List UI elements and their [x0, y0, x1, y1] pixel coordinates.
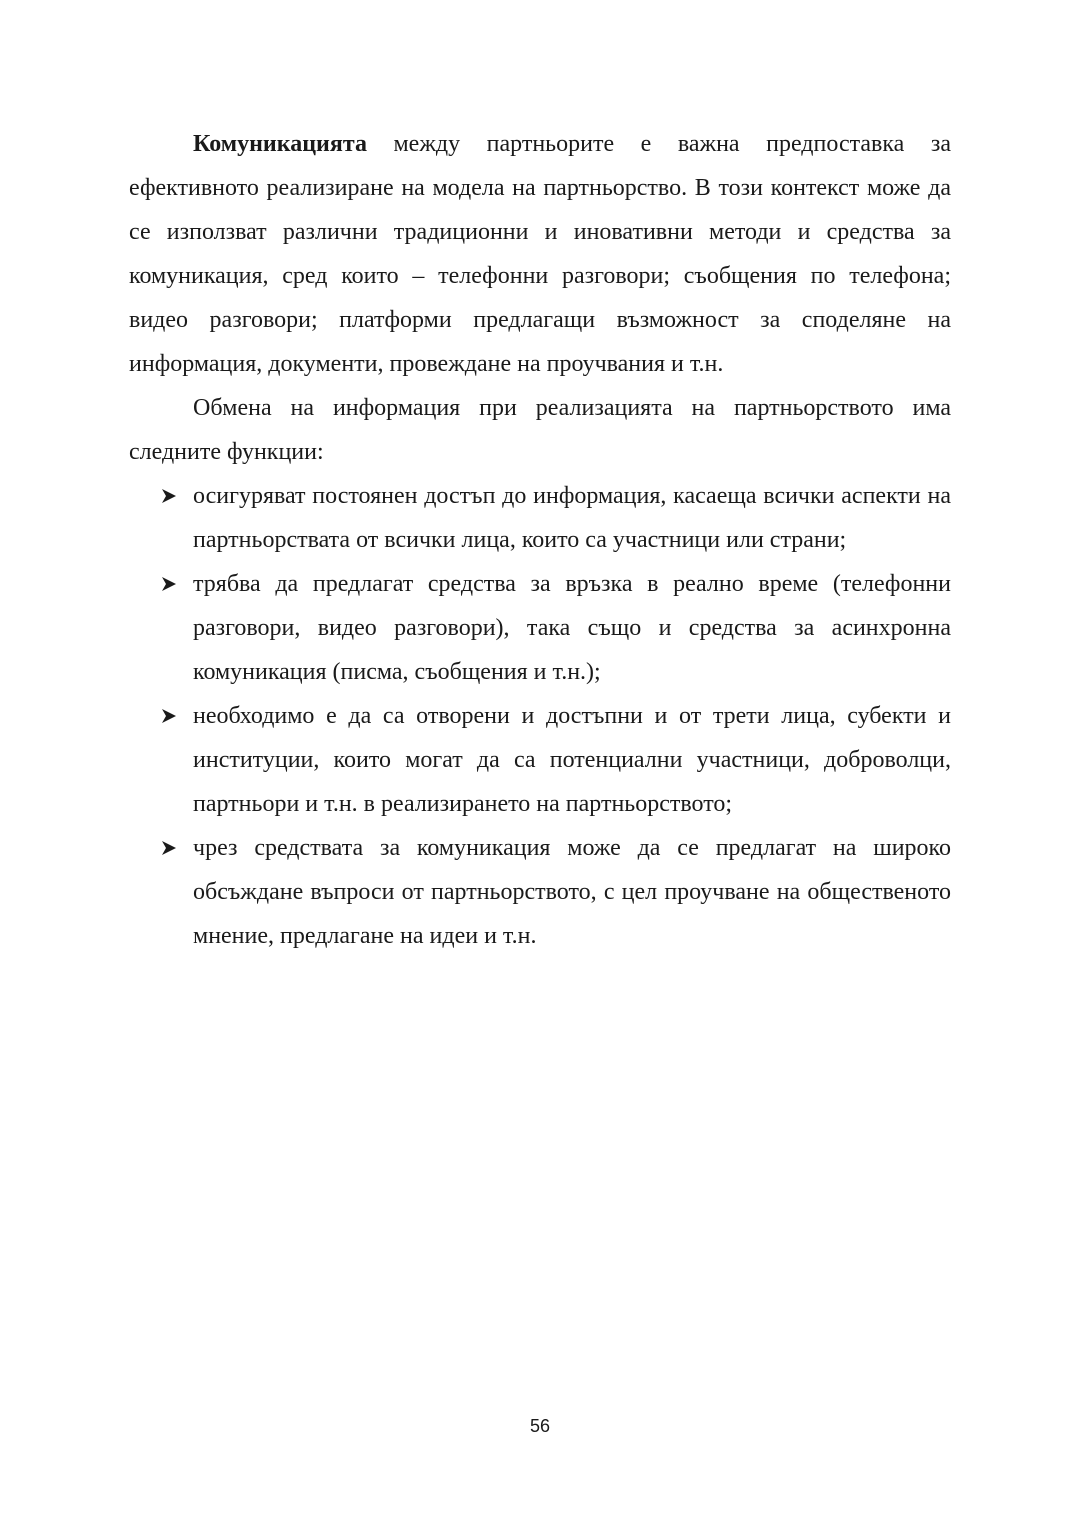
- functions-list: [129, 474, 951, 958]
- bold-lead-term: Комуникацията: [193, 131, 367, 157]
- paragraph-text: Обмена на информация при реализацията на партньорството има следните функции:: [129, 395, 951, 465]
- list-item: [129, 474, 951, 562]
- page-body: [129, 122, 951, 958]
- arrowhead-bullet-icon: [161, 474, 185, 518]
- list-item-text: чрез средствата за комуникация може да се предлагат на широко обсъждане въпроси от партньорството, с цел проучване на общественото мнение, предлагане на идеи и т.н.: [193, 835, 951, 949]
- list-item: [129, 826, 951, 958]
- paragraph-communication: [129, 122, 951, 386]
- paragraph-information-exchange: [129, 386, 951, 474]
- list-item-text: необходимо е да са отворени и достъпни и от трети лица, субекти и институции, които могат да са потенциални участници, доброволци, партньори и т.н. в реализирането на партньорството;: [193, 703, 951, 817]
- list-item: [129, 694, 951, 826]
- list-item-text: осигуряват постоянен достъп до информация, касаеща всички аспекти на партньорствата от всички лица, които са участници или страни;: [193, 483, 951, 553]
- arrowhead-bullet-icon: [161, 826, 185, 870]
- arrowhead-bullet-icon: [161, 562, 185, 606]
- list-item-text: трябва да предлагат средства за връзка в реално време (телефонни разговори, видео разговори), така също и средства за асинхронна комуникация (писма, съобщения и т.н.);: [193, 571, 951, 685]
- arrowhead-bullet-icon: [161, 694, 185, 738]
- page-number: 56: [529, 1416, 551, 1436]
- list-item: [129, 562, 951, 694]
- paragraph-text: между партньорите е важна предпоставка за ефективното реализиране на модела на партньорство. В този контекст може да се използват различни традиционни и иновативни методи и средства за комуникация, сред които – телефонни разговори; съобщения по телефона; видео разговори; платформи предлагащи възможност за споделяне на информация, документи, провеждане на проучвания и т.н.: [129, 131, 951, 377]
